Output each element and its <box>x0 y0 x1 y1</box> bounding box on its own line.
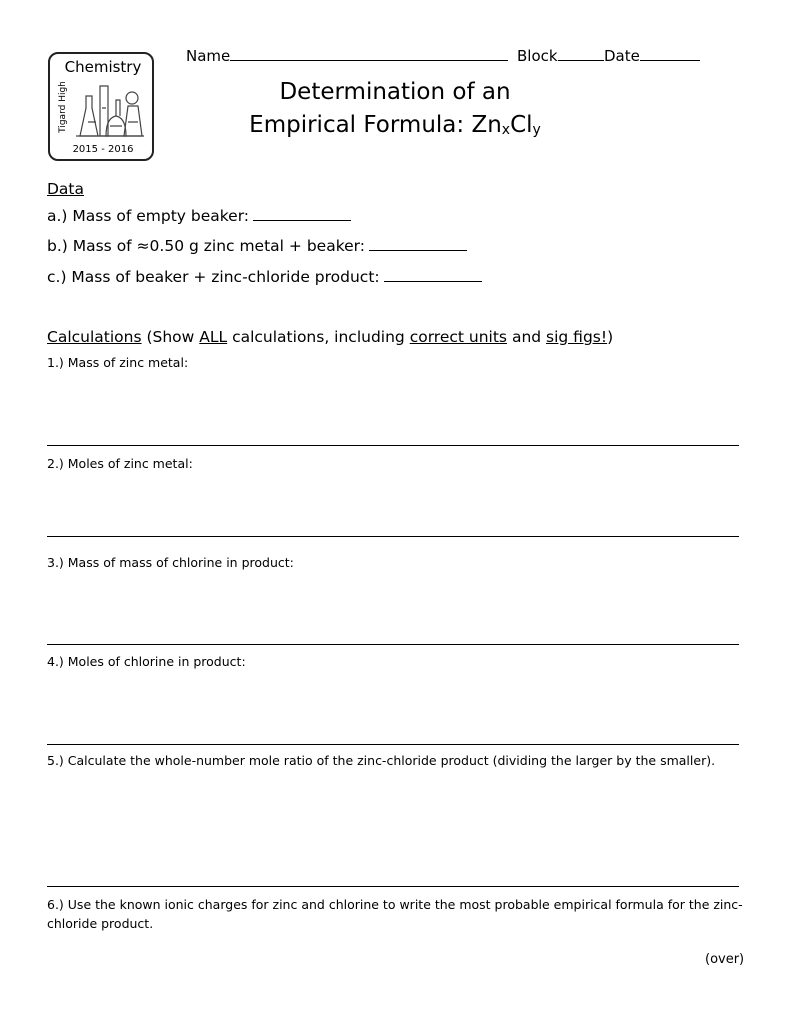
data-blank-a[interactable] <box>253 208 351 221</box>
calculations-heading: Calculations (Show ALL calculations, including correct units and sig figs!) <box>47 328 614 346</box>
over-note: (over) <box>705 952 745 967</box>
question-4: 4.) Moles of chlorine in product: <box>47 654 246 669</box>
title-line-1: Determination of an <box>279 79 511 105</box>
answer-line-4[interactable] <box>47 744 739 745</box>
block-label: Block <box>517 47 558 65</box>
date-blank[interactable] <box>640 46 700 61</box>
logo-title: Chemistry <box>64 58 142 76</box>
answer-line-5[interactable] <box>47 886 739 887</box>
name-field[interactable] <box>186 46 508 65</box>
data-item-c: c.) Mass of beaker + zinc-chloride product: <box>47 268 482 286</box>
data-item-a: a.) Mass of empty beaker: <box>47 207 351 225</box>
chemistry-logo <box>48 52 154 161</box>
logo-years: 2015 - 2016 <box>72 144 134 155</box>
date-field[interactable] <box>604 46 700 65</box>
page-title <box>160 76 630 145</box>
date-label: Date <box>604 47 640 65</box>
block-blank[interactable] <box>558 46 604 61</box>
question-2: 2.) Moles of zinc metal: <box>47 456 193 471</box>
data-blank-c[interactable] <box>384 269 482 282</box>
question-6: 6.) Use the known ionic charges for zinc and chlorine to write the most probable empirical formula for the zinc-chloride product. <box>47 897 743 931</box>
question-3: 3.) Mass of mass of chlorine in product: <box>47 555 294 570</box>
question-1: 1.) Mass of zinc metal: <box>47 355 189 370</box>
logo-school: Tigard High <box>58 81 68 133</box>
question-5: 5.) Calculate the whole-number mole ratio of the zinc-chloride product (dividing the larger by the smaller). <box>47 753 716 768</box>
name-label: Name <box>186 47 231 65</box>
data-blank-b[interactable] <box>369 238 467 251</box>
glassware-icon <box>72 78 148 140</box>
block-field[interactable] <box>517 46 604 65</box>
answer-line-1[interactable] <box>47 445 739 446</box>
answer-line-2[interactable] <box>47 536 739 537</box>
data-item-b: b.) Mass of ≈0.50 g zinc metal + beaker: <box>47 237 467 255</box>
title-line-2: Empirical Formula: $Zn_xCl_y$ <box>249 112 541 138</box>
data-heading: Data <box>47 180 85 198</box>
name-blank[interactable] <box>230 46 508 61</box>
answer-line-3[interactable] <box>47 644 739 645</box>
